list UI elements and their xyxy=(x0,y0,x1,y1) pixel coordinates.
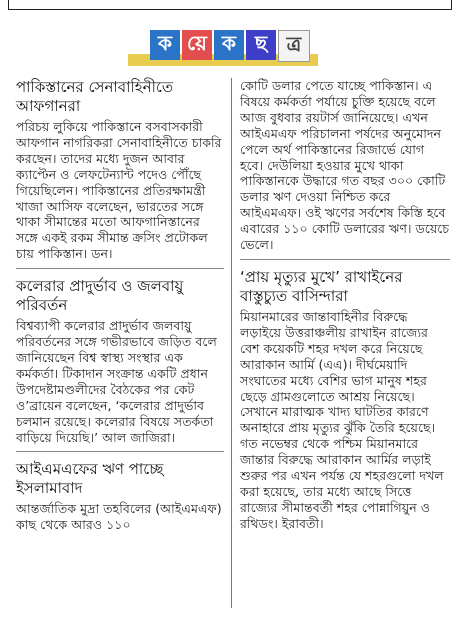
story-afghans-in-army xyxy=(16,78,224,262)
story-body: বিশ্বব্যাপী কলেরার প্রাদুর্ভাব জলবায়ু পরিবর্তনের সঙ্গে গভীরভাবে জড়িত বলে জানিয়েছেন বিশ্ব স্বাস্থ্য সংস্থার এক কর্মকর্তা। টিকাদান সংক্রান্ত একটি প্রধান উপদেষ্টামণ্ডলীদের বৈঠকের পর কেট ও’ব্রায়েন বলেছেন, ‘কলেরার প্রাদুর্ভাব চলমান রয়েছে। কলেরার বিষয়ে সতর্কতা বাড়িয়ে দিয়েছি।’ আল জাজিরা। xyxy=(16,318,217,445)
masthead-letter: ছ xyxy=(246,30,276,60)
left-column xyxy=(16,78,224,539)
story-headline: আইএমএফের ঋণ পাচ্ছে ইসলামাবাদ xyxy=(16,460,164,498)
masthead-letter: ত্র xyxy=(278,30,310,62)
story-divider xyxy=(16,268,224,269)
story-body: আন্তর্জাতিক মুদ্রা তহবিলের (আইএমএফ) কাছ থেকে আরও ১১০ xyxy=(16,501,222,533)
story-body: পরিচয় লুকিয়ে পাকিস্তানে বসবাসকারী আফগান নাগরিকরা সেনাবাহিনীতে চাকরি করছেন। তাদের মধ্যে দুজন আবার ক্যাপ্টেন ও লেফটেন্যান্ট পদেও পৌঁছে গিয়েছিলেন। পাকিস্তানের প্রতিরক্ষামন্ত্রী খাজা আসিফ বলেছেন, ভারতের সঙ্গে থাকা সীমান্তের মতো আফগানিস্তানের সঙ্গে একই রকম সীমান্ত ক্রসিং প্রটোকল চায় পাকিস্তান। ডন। xyxy=(16,119,222,262)
story-divider xyxy=(16,451,224,452)
column-divider xyxy=(231,78,232,608)
story-divider xyxy=(240,259,450,260)
story-imf-loan-continued xyxy=(240,78,450,253)
story-body: মিয়ানমারের জান্তাবাহিনীর বিরুদ্ধে লড়াইয়ে উত্তরাঞ্চলীয় রাখাইন রাজ্যের বেশ কয়েকটি শহর দখল করে নিয়েছে আরাকান আর্মি (এএ)। দীর্ঘমেয়াদি সংঘাতের মধ্যে বেশির ভাগ মানুষ শহর ছেড়ে গ্রামগুলোতে আশ্রয় নিয়েছে। সেখানে মারাত্মক খাদ্য ঘাটতির কারণে অনাহারে প্রায় মৃত্যুর ঝুঁকি তৈরি হয়েছে। গত নভেম্বর থেকে পশ্চিম মিয়ানমারে জান্তার বিরুদ্ধে আরাকান আর্মির লড়াই শুরুর পর এখন পর্যন্ত যে শহরগুলো দখল করা হয়েছে, তার মধ্যে আছে সিত্তে রাজ্যের সীমান্তবর্তী শহর পোন্নাগিয়ুন ও রথিডং। ইরাবতী। xyxy=(240,308,444,531)
story-headline: পাকিস্তানের সেনাবাহিনীতে আফগানরা xyxy=(16,78,174,115)
masthead-letter: ক xyxy=(150,30,180,60)
masthead-letter: য়ে xyxy=(182,30,212,60)
top-frame-border xyxy=(8,0,452,10)
masthead-letter: ক xyxy=(214,30,244,60)
story-imf-loan xyxy=(16,460,224,533)
story-cholera-climate xyxy=(16,277,224,445)
story-headline: ‘প্রায় মৃত্যুর মুখে’ রাখাইনের বাস্তুচ্যুত বাসিন্দারা xyxy=(240,267,403,305)
section-masthead xyxy=(150,30,312,70)
right-column xyxy=(240,78,450,538)
story-headline: কলেরার প্রাদুর্ভাব ও জলবায়ু পরিবর্তন xyxy=(16,277,184,315)
story-body: কোটি ডলার পেতে যাচ্ছে পাকিস্তান। এ বিষয়ে কর্মকর্তা পর্যায়ে চুক্তি হয়েছে বলে আজ বুধবার রয়টার্স জানিয়েছে। এখন আইএমএফ পরিচালনা পর্ষদের অনুমোদন পেলে অর্থ পাকিস্তানের রিজার্ভে যোগ হবে। দেউলিয়া হওয়ার মুখে থাকা পাকিস্তানকে উদ্ধারে গত বছর ৩০০ কোটি ডলার ঋণ দেওয়া নিশ্চিত করে আইএমএফ। ওই ঋণের সর্বশেষ কিস্তি হবে এবারের ১১০ কোটি ডলারের ঋণ। ডয়েচে ভেলে। xyxy=(240,78,450,253)
story-rakhine-displaced xyxy=(240,268,450,532)
